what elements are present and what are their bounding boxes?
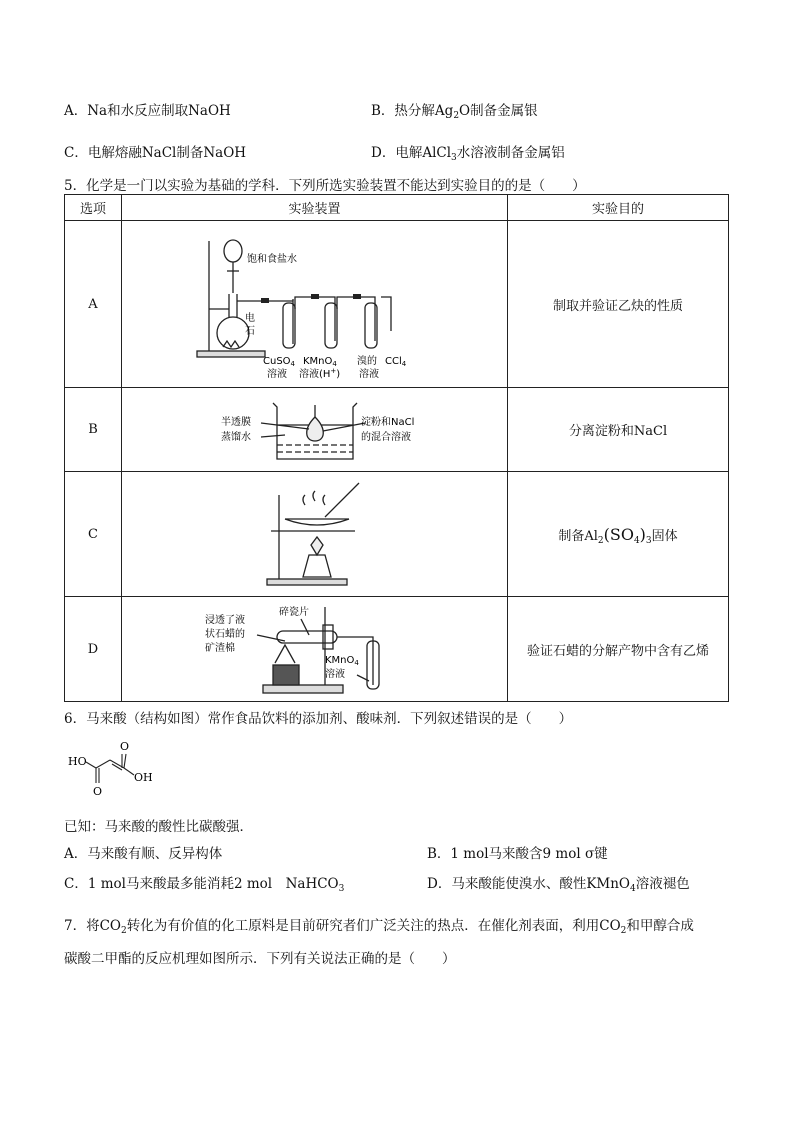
purpose-a: 制取并验证乙炔的性质 [508,221,729,388]
q6-option-a: A．马来酸有顺、反异构体 [64,846,223,862]
table-row [65,597,729,702]
label-oxygen-bottom: O [93,785,103,798]
label-funnel: 饱和食盐水 [246,254,297,265]
label-sol-2: 溶液(H+) [298,367,340,379]
q6-option-c: C．1 mol马来酸最多能消耗2 mol NaHCO$_3$ [64,876,345,894]
row-option: A [65,221,122,388]
label-wool-1: 浸透了液 [204,615,245,626]
label-carbide-1: 电 [244,313,255,324]
q4-option-b: B．热分解$Ag_2O$制备金属银 [371,103,538,121]
purpose-d: 验证石蜡的分解产物中含有乙烯 [508,597,729,702]
dialysis-figure [215,395,415,465]
q6-stem: 6．马来酸（结构如图）常作食品饮料的添加剂、酸味剂．下列叙述错误的是（ ） [64,711,573,727]
label-distilled-water: 蒸馏水 [220,431,251,443]
label-membrane: 半透膜 [220,416,251,428]
label-porcelain-chip: 碎瓷片 [278,607,309,618]
q4-option-a: A．Na和水反应制取NaOH [64,103,231,119]
purpose-c: 制备$Al_2(SO_4)_3$固体 [508,472,729,597]
label-oxygen-top: O [120,740,130,753]
header-purpose: 实验目的 [508,195,729,221]
q5-table [64,194,729,702]
purpose-b: 分离淀粉和NaCl [508,388,729,472]
row-option: D [65,597,122,702]
label-kmno4: KMnO$_4$ [324,655,359,667]
label-oh: OH [134,771,153,784]
q6-known: 已知：马来酸的酸性比碳酸强． [64,819,253,835]
label-sol-3: 溶液 [358,369,379,379]
q7-stem-line1: 7．将$CO_2$转化为有价值的化工原料是目前研究者们广泛关注的热点．在催化剂表面，利用$CO_2$和甲醇合成 [64,918,694,936]
label-ho: HO [68,755,87,768]
table-row [65,388,729,472]
row-option: B [65,388,122,472]
label-solution: 溶液 [324,669,345,680]
paraffin-cracking-figure [205,601,425,697]
q7-stem-line2: 碳酸二甲酯的反应机理如图所示．下列有关说法正确的是（ ） [64,951,456,967]
label-ccl4: CCl$_4$ [384,356,406,368]
label-wool-3: 矿渣棉 [204,643,235,654]
table-row [65,221,729,388]
label-bromine: 溴的 [356,356,377,367]
apparatus-b [122,388,508,472]
q6-option-d: D．马来酸能使溴水、酸性KMnO$_4$溶液褪色 [427,876,690,894]
label-wool-2: 状石蜡的 [204,629,245,640]
header-option: 选项 [65,195,122,221]
apparatus-c [122,472,508,597]
label-kmno4: KMnO$_4$ [302,356,337,368]
row-option: C [65,472,122,597]
q4-option-c: C．电解熔融NaCl制备NaOH [64,145,247,161]
table-header-row [65,195,729,221]
header-apparatus: 实验装置 [122,195,508,221]
label-mixture-2: 的混合溶液 [360,431,411,443]
table-row [65,472,729,597]
acetylene-apparatus-figure [195,229,435,379]
evaporation-figure [255,479,375,589]
q4-option-d: D．电解AlCl$_3$水溶液制备金属铝 [371,145,565,163]
label-cuso4: CuSO$_4$ [262,356,295,368]
q6-option-b: B．1 mol马来酸含9 mol σ键 [427,846,608,862]
apparatus-a [122,221,508,388]
label-carbide-2: 石 [244,326,255,337]
label-sol-1: 溶液 [266,369,287,379]
apparatus-d [122,597,508,702]
label-mixture-1: 淀粉和NaCl [360,416,414,428]
q5-stem: 5．化学是一门以实验为基础的学科．下列所选实验装置不能达到实验目的的是（ ） [64,178,586,194]
maleic-acid-structure [64,737,164,803]
